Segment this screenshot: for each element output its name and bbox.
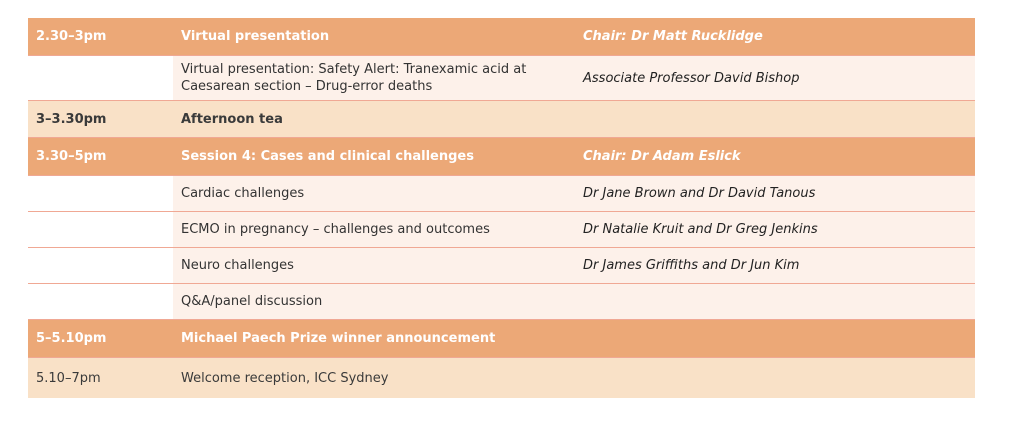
- schedule-row-cardiac: [28, 176, 975, 212]
- time-cell: [28, 212, 173, 247]
- schedule-row-safety-alert: [28, 56, 975, 101]
- speaker-cell: Dr Jane Brown and Dr David Tanous: [575, 176, 975, 211]
- time-cell: 5.10–7pm: [36, 370, 101, 386]
- schedule-row-prize: [28, 320, 975, 358]
- time-cell: 3.30–5pm: [36, 149, 107, 164]
- chair-cell: Chair: Dr Matt Rucklidge: [583, 29, 763, 44]
- schedule-row-virtual-presentation: [28, 18, 975, 56]
- chair-cell: [575, 320, 975, 357]
- time-cell: 3–3.30pm: [36, 111, 107, 127]
- speaker-cell: [575, 284, 975, 319]
- schedule-row-session-4: [28, 138, 975, 176]
- session-cell: Q&A/panel discussion: [173, 284, 575, 319]
- time-cell: [28, 56, 173, 100]
- session-cell: Michael Paech Prize winner announcement: [181, 331, 496, 346]
- speaker-cell: Dr Natalie Kruit and Dr Greg Jenkins: [575, 212, 975, 247]
- schedule-row-afternoon-tea: [28, 101, 975, 138]
- session-cell: Neuro challenges: [173, 248, 575, 283]
- time-cell: [28, 284, 173, 319]
- speaker-cell: Associate Professor David Bishop: [575, 56, 975, 100]
- session-cell: Virtual presentation: Safety Alert: Tranexamic acid at Caesarean section – Drug-error deaths: [173, 56, 575, 100]
- schedule-row-welcome-reception: [28, 358, 975, 398]
- session-cell: Cardiac challenges: [173, 176, 575, 211]
- time-cell: 2.30–3pm: [36, 29, 107, 44]
- chair-cell: [575, 101, 975, 137]
- time-cell: [28, 176, 173, 211]
- program-schedule-table: [28, 18, 975, 398]
- time-cell: [28, 248, 173, 283]
- schedule-row-neuro: [28, 248, 975, 284]
- session-cell: Welcome reception, ICC Sydney: [181, 370, 389, 386]
- session-cell: Virtual presentation: [181, 29, 330, 44]
- schedule-row-qa: [28, 284, 975, 320]
- chair-cell: [575, 358, 975, 398]
- session-cell: Afternoon tea: [181, 111, 283, 127]
- session-cell: ECMO in pregnancy – challenges and outcomes: [173, 212, 575, 247]
- schedule-row-ecmo: [28, 212, 975, 248]
- session-cell: Session 4: Cases and clinical challenges: [181, 149, 474, 164]
- time-cell: 5–5.10pm: [36, 331, 107, 346]
- chair-cell: Chair: Dr Adam Eslick: [583, 149, 741, 164]
- speaker-cell: Dr James Griffiths and Dr Jun Kim: [575, 248, 975, 283]
